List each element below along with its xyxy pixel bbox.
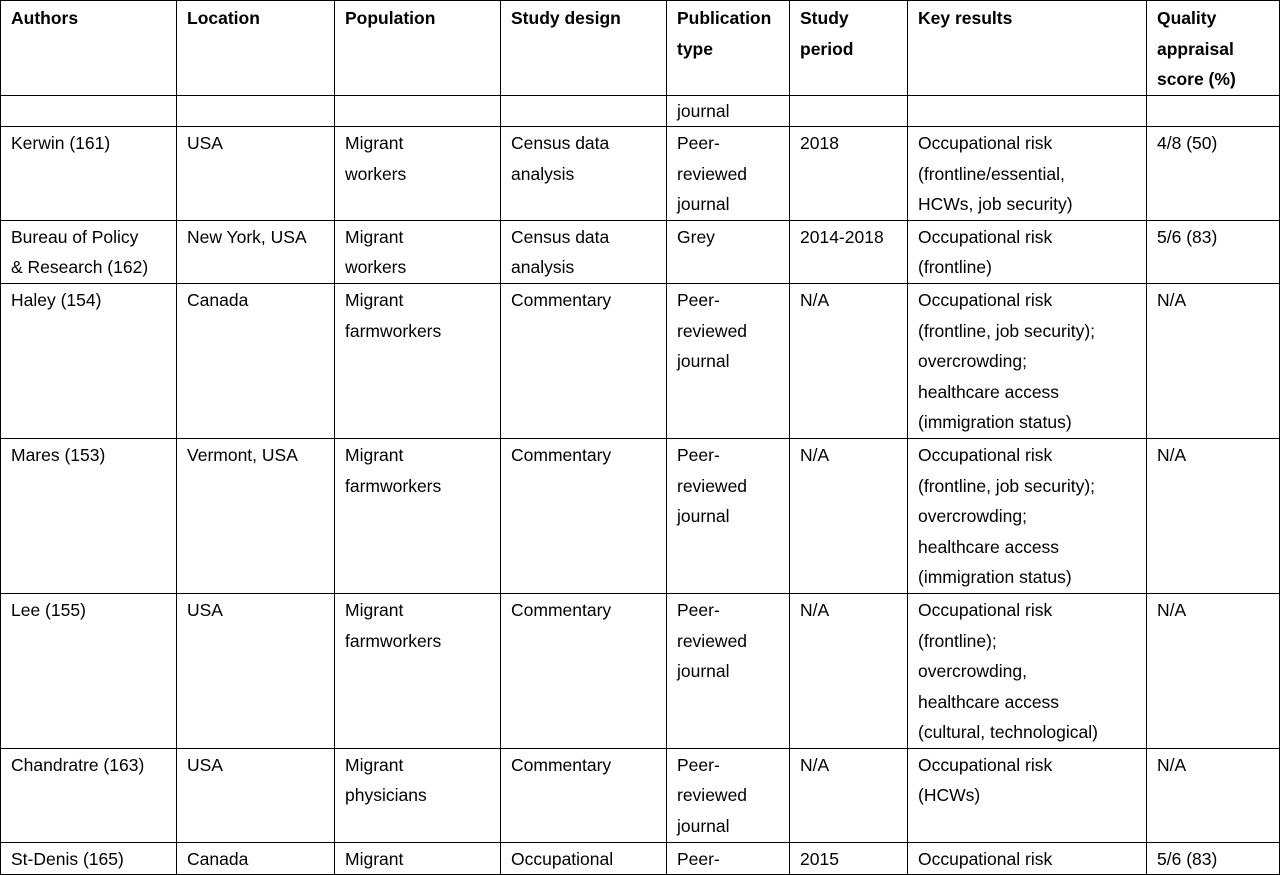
cell-line: Commentary <box>511 444 612 465</box>
header-location <box>177 1 335 96</box>
cell-line: Occupational risk <box>918 289 1053 310</box>
cell-quality-score <box>1147 283 1280 438</box>
cell-line: Migrant <box>345 599 404 620</box>
cell-line: Location <box>187 8 260 28</box>
cell-authors <box>1 283 177 438</box>
cell-line: reviewed <box>677 320 748 341</box>
cell-line: (immigration status) <box>918 412 1072 433</box>
cell-line: Mares (153) <box>11 444 106 465</box>
cell-line: Occupational risk <box>918 444 1053 465</box>
table-cell <box>1 96 177 127</box>
cell-line: reviewed <box>677 785 748 806</box>
cell-authors <box>1 220 177 283</box>
cell-study-design <box>501 438 667 593</box>
cell-key-results <box>908 748 1147 842</box>
cell-line: workers <box>345 257 407 278</box>
continuation-publication-type: journal <box>667 96 790 127</box>
cell-quality-score <box>1147 593 1280 748</box>
header-key-results <box>908 1 1147 96</box>
cell-line: farmworkers <box>345 630 442 651</box>
cell-line: healthcare access <box>918 691 1060 712</box>
cell-line: journal <box>677 506 730 527</box>
cell-location <box>177 748 335 842</box>
cell-line: Occupational risk <box>918 133 1053 153</box>
cell-line: (frontline/essential, <box>918 163 1065 184</box>
cell-line: (cultural, technological) <box>918 722 1098 743</box>
cell-authors <box>1 127 177 221</box>
cell-line: (HCWs) <box>918 785 981 806</box>
cell-study-period <box>790 438 908 593</box>
table-cell <box>908 96 1147 127</box>
cell-line: N/A <box>800 444 830 465</box>
table-row <box>1 438 1280 593</box>
cell-line: healthcare access <box>918 536 1060 557</box>
cell-line: journal <box>677 351 730 372</box>
cell-line: 2018 <box>800 133 839 153</box>
cell-population <box>335 438 501 593</box>
cell-line: Commentary <box>511 754 612 775</box>
cell-key-results <box>908 842 1147 875</box>
cell-line: (frontline) <box>918 257 992 278</box>
cell-publication-type <box>667 283 790 438</box>
cell-line: journal <box>677 661 730 682</box>
cell-line: USA <box>187 599 223 620</box>
header-study-period <box>790 1 908 96</box>
cell-line: (frontline); <box>918 630 997 651</box>
table-cell <box>790 96 908 127</box>
cell-line: Migrant <box>345 133 404 153</box>
cell-population <box>335 220 501 283</box>
cell-line: Peer- <box>677 754 720 775</box>
cell-line: period <box>800 38 854 59</box>
cell-line: overcrowding, <box>918 661 1027 682</box>
cell-line: N/A <box>800 599 830 620</box>
cell-line: (immigration status) <box>918 567 1072 588</box>
cell-publication-type <box>667 748 790 842</box>
cell-line: Population <box>345 8 436 28</box>
cell-line: 4/8 (50) <box>1157 133 1218 153</box>
cell-line: N/A <box>1157 444 1187 465</box>
cell-key-results <box>908 220 1147 283</box>
cell-quality-score <box>1147 438 1280 593</box>
cell-study-design <box>501 220 667 283</box>
cell-line: (frontline, job security); <box>918 320 1096 341</box>
cell-location <box>177 593 335 748</box>
cell-population <box>335 842 501 875</box>
cell-line: Study design <box>511 8 621 28</box>
cell-population <box>335 748 501 842</box>
cell-line: Occupational risk <box>918 599 1053 620</box>
cell-line: Publication <box>677 8 772 28</box>
cell-quality-score <box>1147 748 1280 842</box>
cell-line: appraisal <box>1157 38 1234 59</box>
cell-publication-type <box>667 127 790 221</box>
cell-line: healthcare access <box>918 381 1060 402</box>
cell-line: overcrowding; <box>918 351 1027 372</box>
cell-line: Census data <box>511 226 610 247</box>
cell-study-period <box>790 842 908 875</box>
cell-line: journal <box>677 194 730 215</box>
cell-line: Commentary <box>511 599 612 620</box>
cell-authors <box>1 842 177 875</box>
table-row <box>1 127 1280 221</box>
cell-key-results <box>908 593 1147 748</box>
cell-key-results <box>908 438 1147 593</box>
cell-line: analysis <box>511 163 575 184</box>
cell-key-results <box>908 127 1147 221</box>
cell-line: HCWs, job security) <box>918 194 1073 215</box>
cell-line: 5/6 (83) <box>1157 848 1218 869</box>
header-authors <box>1 1 177 96</box>
cell-line: Occupational risk <box>918 754 1053 775</box>
cell-line: 2015 <box>800 848 839 869</box>
cell-location <box>177 842 335 875</box>
cell-line: Authors <box>11 8 79 28</box>
cell-line: overcrowding; <box>918 506 1027 527</box>
cell-line: N/A <box>1157 754 1187 775</box>
cell-line: & Research (162) <box>11 257 149 278</box>
header-quality-score <box>1147 1 1280 96</box>
cell-study-period <box>790 220 908 283</box>
cell-location <box>177 220 335 283</box>
cell-line: Quality <box>1157 8 1217 28</box>
table-cell <box>177 96 335 127</box>
cell-publication-type <box>667 842 790 875</box>
cell-line: type <box>677 38 713 59</box>
table-row <box>1 748 1280 842</box>
cell-quality-score <box>1147 220 1280 283</box>
cell-study-design <box>501 593 667 748</box>
cell-line: Migrant <box>345 754 404 775</box>
cell-publication-type <box>667 220 790 283</box>
cell-population <box>335 127 501 221</box>
cell-location <box>177 127 335 221</box>
cell-location <box>177 438 335 593</box>
cell-population <box>335 283 501 438</box>
cell-line: Migrant <box>345 848 404 869</box>
cell-line: reviewed <box>677 163 748 184</box>
cell-line: Haley (154) <box>11 289 102 310</box>
cell-line: (frontline, job security); <box>918 475 1096 496</box>
cell-line: USA <box>187 754 223 775</box>
cell-line: score (%) <box>1157 69 1236 90</box>
cell-line: Migrant <box>345 444 404 465</box>
cell-line: Migrant <box>345 226 404 247</box>
cell-line: N/A <box>800 289 830 310</box>
header-study-design <box>501 1 667 96</box>
cell-line: Canada <box>187 289 249 310</box>
cell-study-design <box>501 748 667 842</box>
cell-line: Occupational risk <box>918 848 1053 869</box>
cell-line: farmworkers <box>345 320 442 341</box>
cell-line: 2014-2018 <box>800 226 884 247</box>
cell-line: Peer- <box>677 289 720 310</box>
cell-study-period <box>790 593 908 748</box>
cell-key-results <box>908 283 1147 438</box>
cell-line: Lee (155) <box>11 599 86 620</box>
cell-quality-score <box>1147 127 1280 221</box>
cell-study-period <box>790 283 908 438</box>
cell-line: Key results <box>918 8 1013 28</box>
cell-line: Census data <box>511 133 610 153</box>
table-cell <box>501 96 667 127</box>
header-publication-type <box>667 1 790 96</box>
cell-study-period <box>790 748 908 842</box>
cell-line: Peer- <box>677 133 720 153</box>
cell-location <box>177 283 335 438</box>
cell-line: 5/6 (83) <box>1157 226 1218 247</box>
table-cell <box>1147 96 1280 127</box>
cell-line: Commentary <box>511 289 612 310</box>
cell-line: Chandratre (163) <box>11 754 145 775</box>
cell-line: USA <box>187 133 223 153</box>
header-population <box>335 1 501 96</box>
cell-line: Peer- <box>677 599 720 620</box>
cell-line: Grey <box>677 226 715 247</box>
table-row <box>1 593 1280 748</box>
table-row <box>1 220 1280 283</box>
cell-study-design <box>501 283 667 438</box>
cell-line: N/A <box>800 754 830 775</box>
cell-line: N/A <box>1157 599 1187 620</box>
cell-study-period <box>790 127 908 221</box>
cell-authors <box>1 593 177 748</box>
cell-authors <box>1 748 177 842</box>
cell-line: Migrant <box>345 289 404 310</box>
table-row <box>1 283 1280 438</box>
cell-study-design <box>501 842 667 875</box>
continuation-row <box>1 96 1280 127</box>
cell-line: Peer- <box>677 444 720 465</box>
cell-line: Vermont, USA <box>187 444 298 465</box>
cell-line: physicians <box>345 785 427 806</box>
cell-line: St-Denis (165) <box>11 848 124 869</box>
cell-quality-score <box>1147 842 1280 875</box>
cell-line: farmworkers <box>345 475 442 496</box>
cell-line: Bureau of Policy <box>11 226 139 247</box>
cell-line: journal <box>677 816 730 837</box>
cell-population <box>335 593 501 748</box>
cell-publication-type <box>667 593 790 748</box>
table-row <box>1 842 1280 875</box>
cell-line: workers <box>345 163 407 184</box>
cell-line: Occupational <box>511 848 614 869</box>
cell-line: Peer- <box>677 848 720 869</box>
cell-line: Occupational risk <box>918 226 1053 247</box>
header-row <box>1 1 1280 96</box>
cell-line: New York, USA <box>187 226 307 247</box>
cell-publication-type <box>667 438 790 593</box>
cell-study-design <box>501 127 667 221</box>
cell-line: reviewed <box>677 475 748 496</box>
table-cell <box>335 96 501 127</box>
cell-authors <box>1 438 177 593</box>
cell-line: Study <box>800 8 849 28</box>
cell-line: Canada <box>187 848 249 869</box>
cell-line: reviewed <box>677 630 748 651</box>
cell-line: N/A <box>1157 289 1187 310</box>
cell-line: Kerwin (161) <box>11 133 111 153</box>
cell-line: analysis <box>511 257 575 278</box>
